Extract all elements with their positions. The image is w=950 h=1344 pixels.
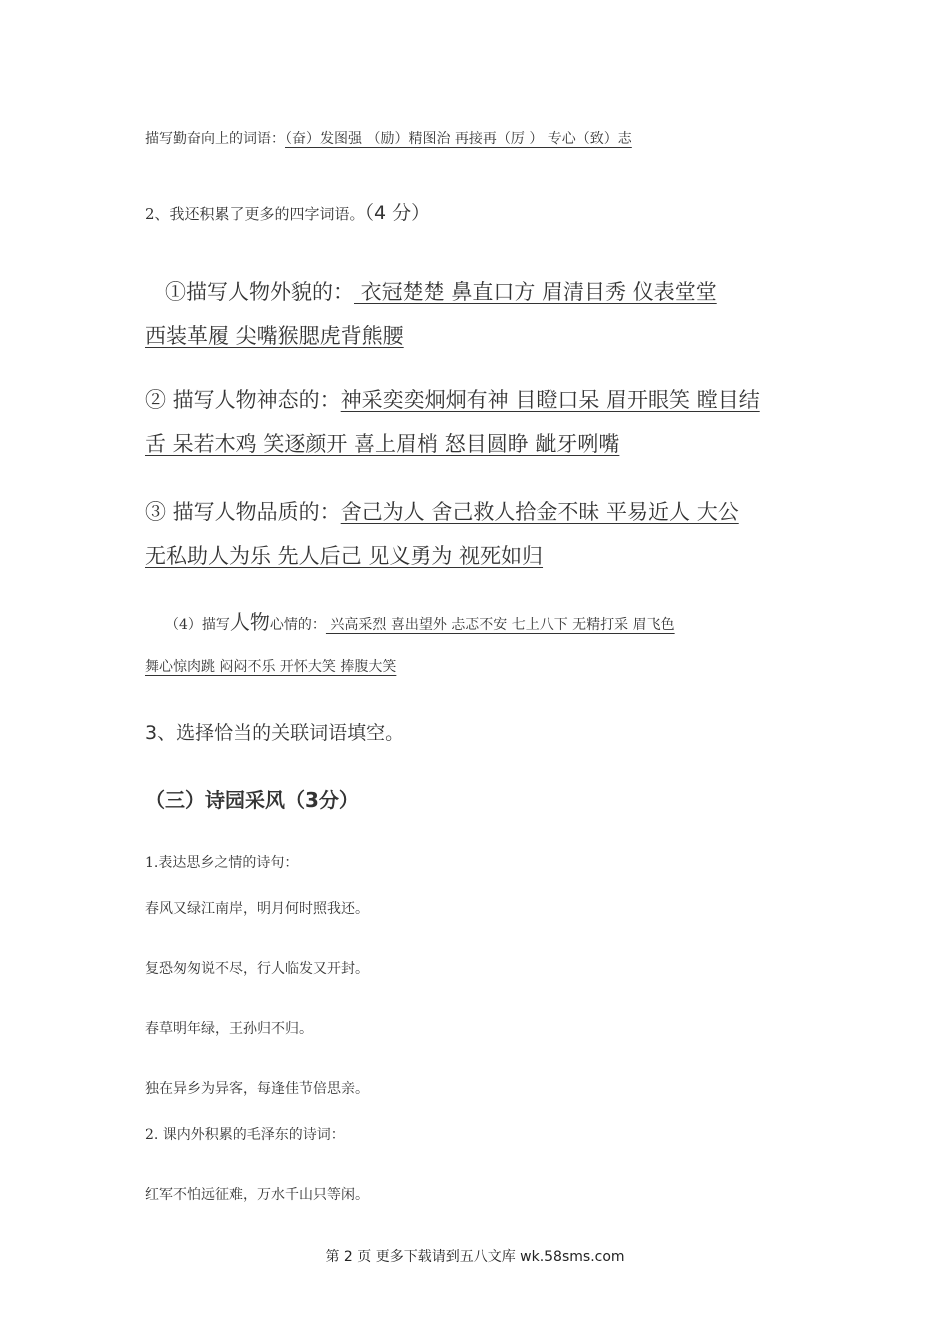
appearance-words-line-1	[165, 270, 825, 314]
character-label: ③ 描写人物品质的：	[145, 500, 341, 524]
question-2-score: （4 分）	[364, 202, 431, 224]
poem-line: 春风又绿江南岸，明月何时照我还。	[145, 901, 369, 917]
poems-1-heading: 1.表达思乡之情的诗句：	[145, 855, 299, 871]
praise-words-label: 描写勤奋向上的词语：	[145, 131, 285, 147]
mood-label-b: 人物	[229, 610, 270, 634]
poem-line: 红军不怕远征难，万水千山只等闲。	[145, 1187, 369, 1203]
appearance-words-line-2	[145, 314, 805, 358]
character-words-line-1	[145, 490, 805, 534]
mood-label-a: （4）描写	[165, 617, 230, 633]
expression-answer-2: 舌 呆若木鸡 笑逐颜开 喜上眉梢 怒目圆睁 龇牙咧嘴	[145, 432, 620, 456]
poem-line: 独在异乡为异客，每逢佳节倍思亲。	[145, 1081, 369, 1097]
mood-answer-1: 兴高采烈 喜出望外 忐忑不安 七上八下 无精打采 眉飞色	[325, 617, 675, 633]
page-footer: 第 2 页 更多下载请到五八文库 wk.58sms.com	[325, 1249, 625, 1265]
appearance-label: ①描写人物外貌的：	[165, 280, 354, 304]
expression-label: ② 描写人物神态的：	[145, 388, 341, 412]
section-3-title: （三）诗园采风（3分）	[145, 788, 359, 812]
expression-answer-1: 神采奕奕炯炯有神 目瞪口呆 眉开眼笑 瞠目结	[340, 388, 760, 412]
mood-words-line-1	[165, 606, 825, 635]
question-2-title: 2、我还积累了更多的四字词语。	[145, 205, 365, 223]
poem-line: 复恐匆匆说不尽，行人临发又开封。	[145, 961, 369, 977]
appearance-answer-1: 衣冠楚楚 鼻直口方 眉清目秀 仪表堂堂	[354, 280, 717, 304]
poems-2-heading: 2. 课内外积累的毛泽东的诗词：	[145, 1127, 345, 1143]
praise-words-line	[145, 128, 805, 148]
character-words-line-2	[145, 534, 805, 578]
character-answer-2: 无私助人为乐 先人后己 见义勇为 视死如归	[145, 544, 544, 568]
question-2-heading	[145, 198, 805, 225]
praise-words-answer: （奋）发图强 （励）精图治 再接再（厉 ） 专心（致）志	[285, 131, 632, 147]
mood-answer-2: 舞心惊肉跳 闷闷不乐 开怀大笑 捧腹大笑	[145, 659, 397, 675]
mood-words-line-2	[145, 656, 805, 676]
appearance-answer-2: 西装革履 尖嘴猴腮虎背熊腰	[145, 324, 404, 348]
expression-words-line-1	[145, 378, 805, 422]
character-answer-1: 舍己为人 舍己救人拾金不昧 平易近人 大公	[340, 500, 739, 524]
expression-words-line-2	[145, 422, 805, 466]
question-3-title: 3、选择恰当的关联词语填空。	[145, 722, 405, 744]
mood-label-c: 心情的：	[269, 617, 326, 633]
poem-line: 春草明年绿，王孙归不归。	[145, 1021, 313, 1037]
